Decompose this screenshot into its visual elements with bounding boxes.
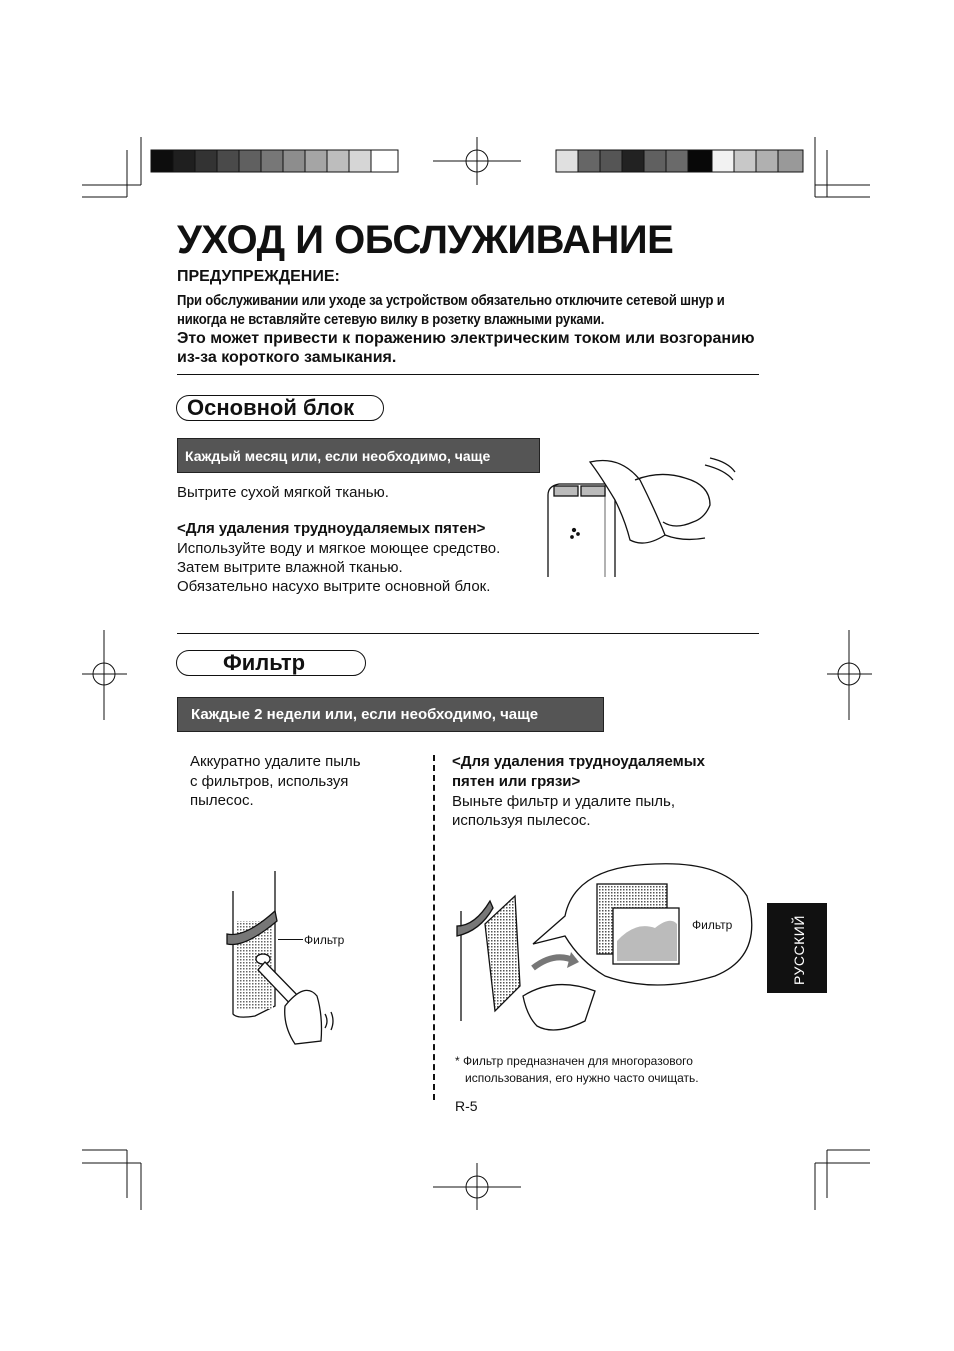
filter-right-line-2: используя пылесос. [452, 812, 591, 829]
warning-text: При обслуживании или уходе за устройством обязательно отключите сетевой шнур и никогда не вставляйте сетевую вилку в розетку влажными руками. [177, 292, 725, 328]
removed-filter-illustration [455, 856, 755, 1056]
frequency-bar-filter: Каждые 2 недели или, если необходимо, чаще [177, 697, 604, 732]
warning-heading: ПРЕДУПРЕЖДЕНИЕ: [177, 268, 340, 285]
filter-right-heading-line-1: <Для удаления трудноудаляемых [452, 753, 705, 770]
filter-left-line-2: с фильтров, используя [190, 773, 349, 790]
frequency-bar-main-unit: Каждый месяц или, если необходимо, чаще [177, 438, 540, 473]
wiping-unit-illustration [545, 450, 745, 590]
vacuum-filter-illustration [225, 866, 345, 1056]
divider [177, 633, 759, 634]
divider [177, 374, 759, 375]
filter-label-right: Фильтр [692, 918, 733, 932]
main-unit-instruction: Вытрите сухой мягкой тканью. [177, 484, 389, 501]
language-tab-label: РУССКИЙ [791, 915, 807, 985]
language-tab [767, 903, 827, 993]
page-title: УХОД И ОБСЛУЖИВАНИЕ [177, 218, 674, 262]
section-heading-main-unit: Основной блок [176, 395, 384, 421]
column-separator [433, 755, 435, 1100]
main-unit-stains-line-2: Затем вытрите влажной тканью. [177, 559, 403, 576]
warning-consequence: Это может привести к поражению электрическим током или возгоранию из-за короткого замыкания. [177, 330, 755, 366]
filter-label-left: Фильтр [304, 933, 345, 947]
main-unit-stains-line-1: Используйте воду и мягкое моющее средство. [177, 540, 501, 557]
filter-label-leader [278, 939, 303, 940]
page-number: R-5 [455, 1098, 478, 1114]
section-heading-filter: Фильтр [176, 650, 366, 676]
filter-left-line-3: пылесос. [190, 792, 254, 809]
filter-right-line-1: Выньте фильтр и удалите пыль, [452, 793, 676, 810]
filter-left-line-1: Аккуратно удалите пыль [190, 753, 361, 770]
main-unit-stains-heading: <Для удаления трудноудаляемых пятен> [177, 520, 486, 537]
note-line-2: использования, его нужно часто очищать. [465, 1071, 699, 1085]
main-unit-stains-line-3: Обязательно насухо вытрите основной блок. [177, 578, 491, 595]
filter-right-heading-line-2: пятен или грязи> [452, 773, 581, 790]
note-line-1: * Фильтр предназначен для многоразового [455, 1054, 693, 1068]
